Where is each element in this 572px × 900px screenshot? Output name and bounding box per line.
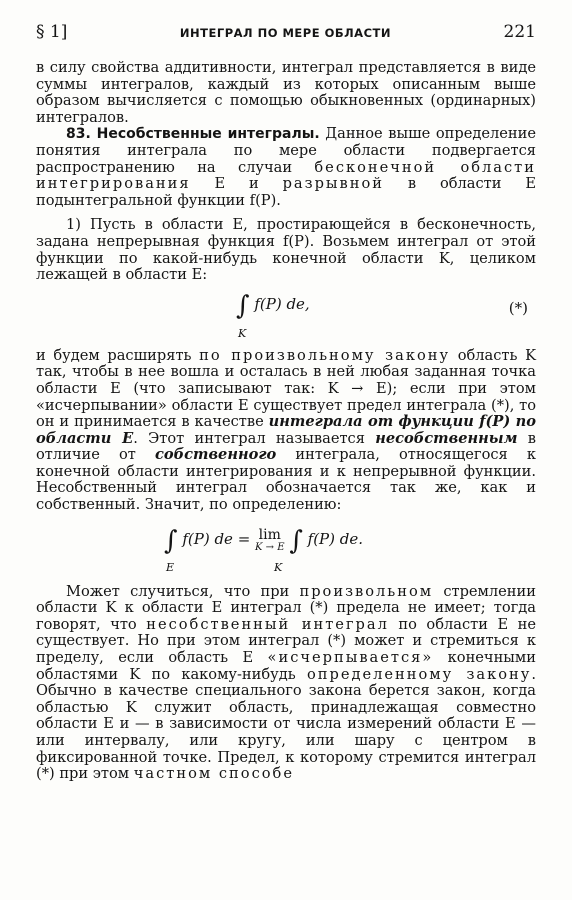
integral-sign: ∫	[164, 525, 178, 556]
formula-integral-k	[36, 290, 536, 344]
paragraph-1: в силу свойства аддитивности, интеграл представляется в виде суммы интегралов, каждый из которых описанным выше образом вычисляется с помощью обыкновенных (ординарных) интегралов.	[36, 59, 536, 126]
text-run: в области E подынтегральной функции f(P).	[36, 175, 536, 209]
spaced-text: определенному закону	[306, 665, 532, 683]
integrand: f(P) de,	[254, 294, 310, 313]
text-run: и будем расширять	[36, 346, 200, 364]
integral-subscript: E	[166, 560, 175, 574]
emphasis-text: интеграла от функции f(P) по области E	[36, 413, 536, 447]
limit-operator	[255, 528, 285, 554]
paragraph-3: 1) Пусть в области E, простирающейся в бесконечность, задана непрерывная функция f(P). Возьмем интеграл от этой функции по какой-нибудь конечной области K, целиком лежащей в области E:	[36, 216, 536, 284]
running-title: ИНТЕГРАЛ ПО МЕРЕ ОБЛАСТИ	[179, 26, 391, 40]
formula-rhs: f(P) de.	[307, 529, 364, 548]
spaced-text: разрывной	[282, 175, 384, 193]
paragraph-2	[36, 126, 536, 209]
spaced-text: частном способе	[133, 765, 294, 783]
spaced-text: «исчерпывается»	[267, 649, 434, 667]
integral-subscript: K	[238, 326, 247, 340]
formula-lhs: f(P) de =	[182, 529, 256, 548]
text-run: E и	[190, 175, 283, 193]
text-run: Данное выше определение понятия интеграла по мере области подвергается распространению на случаи	[36, 125, 536, 176]
limit-label: lim	[258, 526, 281, 543]
page-body	[36, 60, 536, 783]
text-run: . Этот интеграл называется	[133, 429, 376, 447]
text-run: в отличие от	[36, 429, 536, 464]
text-run: интеграла, относящегося к конечной области интегрирования и к непрерывной функции. Несобственный интеграл обозначается так же, как и собственный. Значит, по определению:	[36, 446, 536, 514]
text-run: Может случиться, что при	[66, 582, 300, 600]
running-header	[36, 22, 536, 48]
text-run: конечными областями K по какому-нибудь	[36, 649, 537, 683]
paragraph-5	[36, 584, 536, 783]
emphasis-text: собственного	[154, 446, 277, 464]
text-run: по области E не существует. Но при этом интеграл (*) может и стремиться к пределу, если область E	[36, 615, 536, 667]
formula-tag: (*)	[508, 298, 528, 317]
spaced-text: произвольном	[299, 582, 434, 600]
integral-sign: ∫	[289, 525, 303, 556]
spaced-text: по произвольному закону	[199, 346, 451, 364]
text-run: стремлении области K к области E интеграл (*) предела не имеет; тогда говорят, что	[36, 582, 536, 633]
integral-subscript: K	[274, 560, 283, 574]
formula-expression	[236, 290, 310, 321]
section-heading: 83. Несобственные интегралы.	[66, 126, 320, 143]
integral-sign: ∫	[236, 290, 250, 321]
emphasis-text: несобственным	[375, 429, 518, 447]
formula-expression	[164, 525, 364, 556]
spaced-text: несобственный интеграл	[146, 615, 389, 633]
text-run: область K так, чтобы в нее вошла и осталась в ней любая заданная точка области E (что записывают так: K → E); если при этом «исчерпывании» области E существует предел интеграла (*), то он и принимается в качестве	[36, 346, 536, 431]
limit-subscript: K → E	[255, 541, 285, 553]
text-run: . Обычно в качестве специального закона берется закон, когда областью K служит область, принадлежащая совместно области E и — в зависимости от числа измерений области E — или интервалу, или кругу, или шару с центром в фиксированной точке. Предел, к которому стремится интеграл (*) при этом	[36, 665, 536, 783]
spaced-text: бесконечной области интегрирования	[36, 158, 536, 193]
paragraph-4	[36, 348, 536, 514]
section-number: § 1]	[36, 22, 68, 42]
formula-definition	[36, 520, 536, 576]
page-number: 221	[503, 22, 536, 42]
